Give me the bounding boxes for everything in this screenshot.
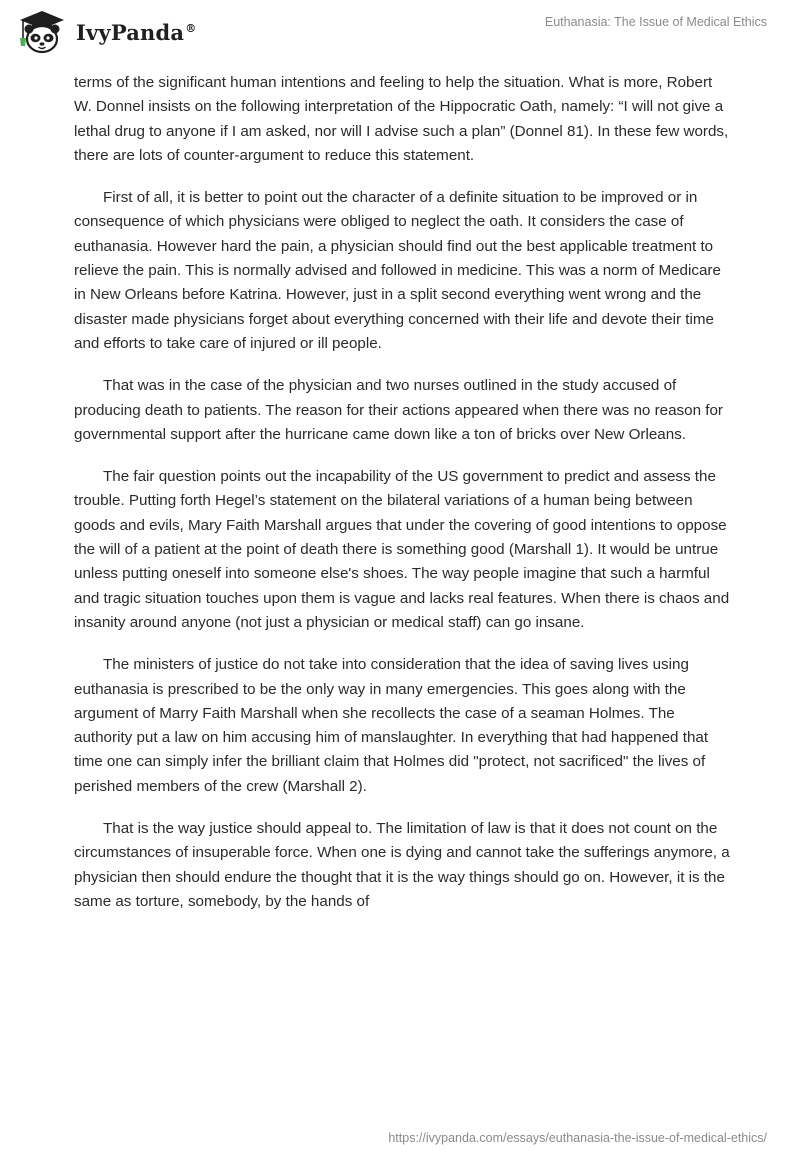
registered-mark: ® (185, 21, 197, 35)
document-title: Euthanasia: The Issue of Medical Ethics (544, 15, 767, 29)
source-url-link[interactable]: https://ivypanda.com/essays/euthanasia-the-issue-of-medical-ethics/ (388, 1131, 767, 1145)
header (0, 0, 800, 70)
brand-logo[interactable] (14, 8, 196, 56)
paragraph: The fair question points out the incapability of the US government to predict and assess the trouble. Putting forth Hegel’s statement on the bilateral variations of a human being between goods and evils, Mary Faith Marshall argues that under the covering of good intentions to oppose the will of a patient at the point of death there is something good (Marshall 1). It would be untrue unless putting oneself into someone else's shoes. The way people imagine that such a harmful and tragic situation touches upon them is vague and lacks real features. When there is chaos and insanity around anyone (not just a physician or medical staff) can go insane. (74, 468, 730, 631)
brand-name: IvyPanda® (76, 19, 197, 45)
paragraph: That was in the case of the physician and two nurses outlined in the study accused of producing death to patients. The reason for their actions appeared when there was no reason for governmental support after the hurricane came down like a ton of bricks over New Orleans. (74, 377, 723, 443)
panda-graduate-icon (14, 8, 70, 56)
paragraph: First of all, it is better to point out the character of a definite situation to be improved or in consequence of which physicians were obliged to neglect the oath. It considers the case of euthanasia. However hard the pain, a physician should find out the best applicable treatment to relieve the pain. This is normally advised and followed in medicine. This was a norm of Medicare in New Orleans before Katrina. However, just in a split second everything went wrong and the disaster made physicians forget about everything concerned with their life and devote their time and efforts to take care of injured or ill people. (74, 189, 721, 352)
paragraph: terms of the significant human intentions and feeling to help the situation. What is more, Robert W. Donnel insists on the following interpretation of the Hippocratic Oath, namely: “I will not give a lethal drug to anyone if I am asked, nor will I advise such a plan” (Donnel 81). In these few words, there are lots of counter-argument to reduce this statement. (74, 74, 729, 164)
paragraph: That is the way justice should appeal to. The limitation of law is that it does not count on the circumstances of insuperable force. When one is dying and cannot take the sufferings anymore, a physician then should endure the thought that it is the way things should go on. However, it is the same as torture, somebody, by the hands of (74, 820, 730, 910)
paragraph: The ministers of justice do not take into consideration that the idea of saving lives using euthanasia is prescribed to be the only way in many emergencies. This goes along with the argument of Marry Faith Marshall when she recollects the case of a seaman Holmes. The authority put a law on him accusing him of manslaughter. In everything that had happened that time one can simply infer the brilliant claim that Holmes did "protect, not sacrificed" the lives of perished members of the crew (Marshall 2). (74, 656, 709, 795)
essay-body (74, 71, 734, 932)
